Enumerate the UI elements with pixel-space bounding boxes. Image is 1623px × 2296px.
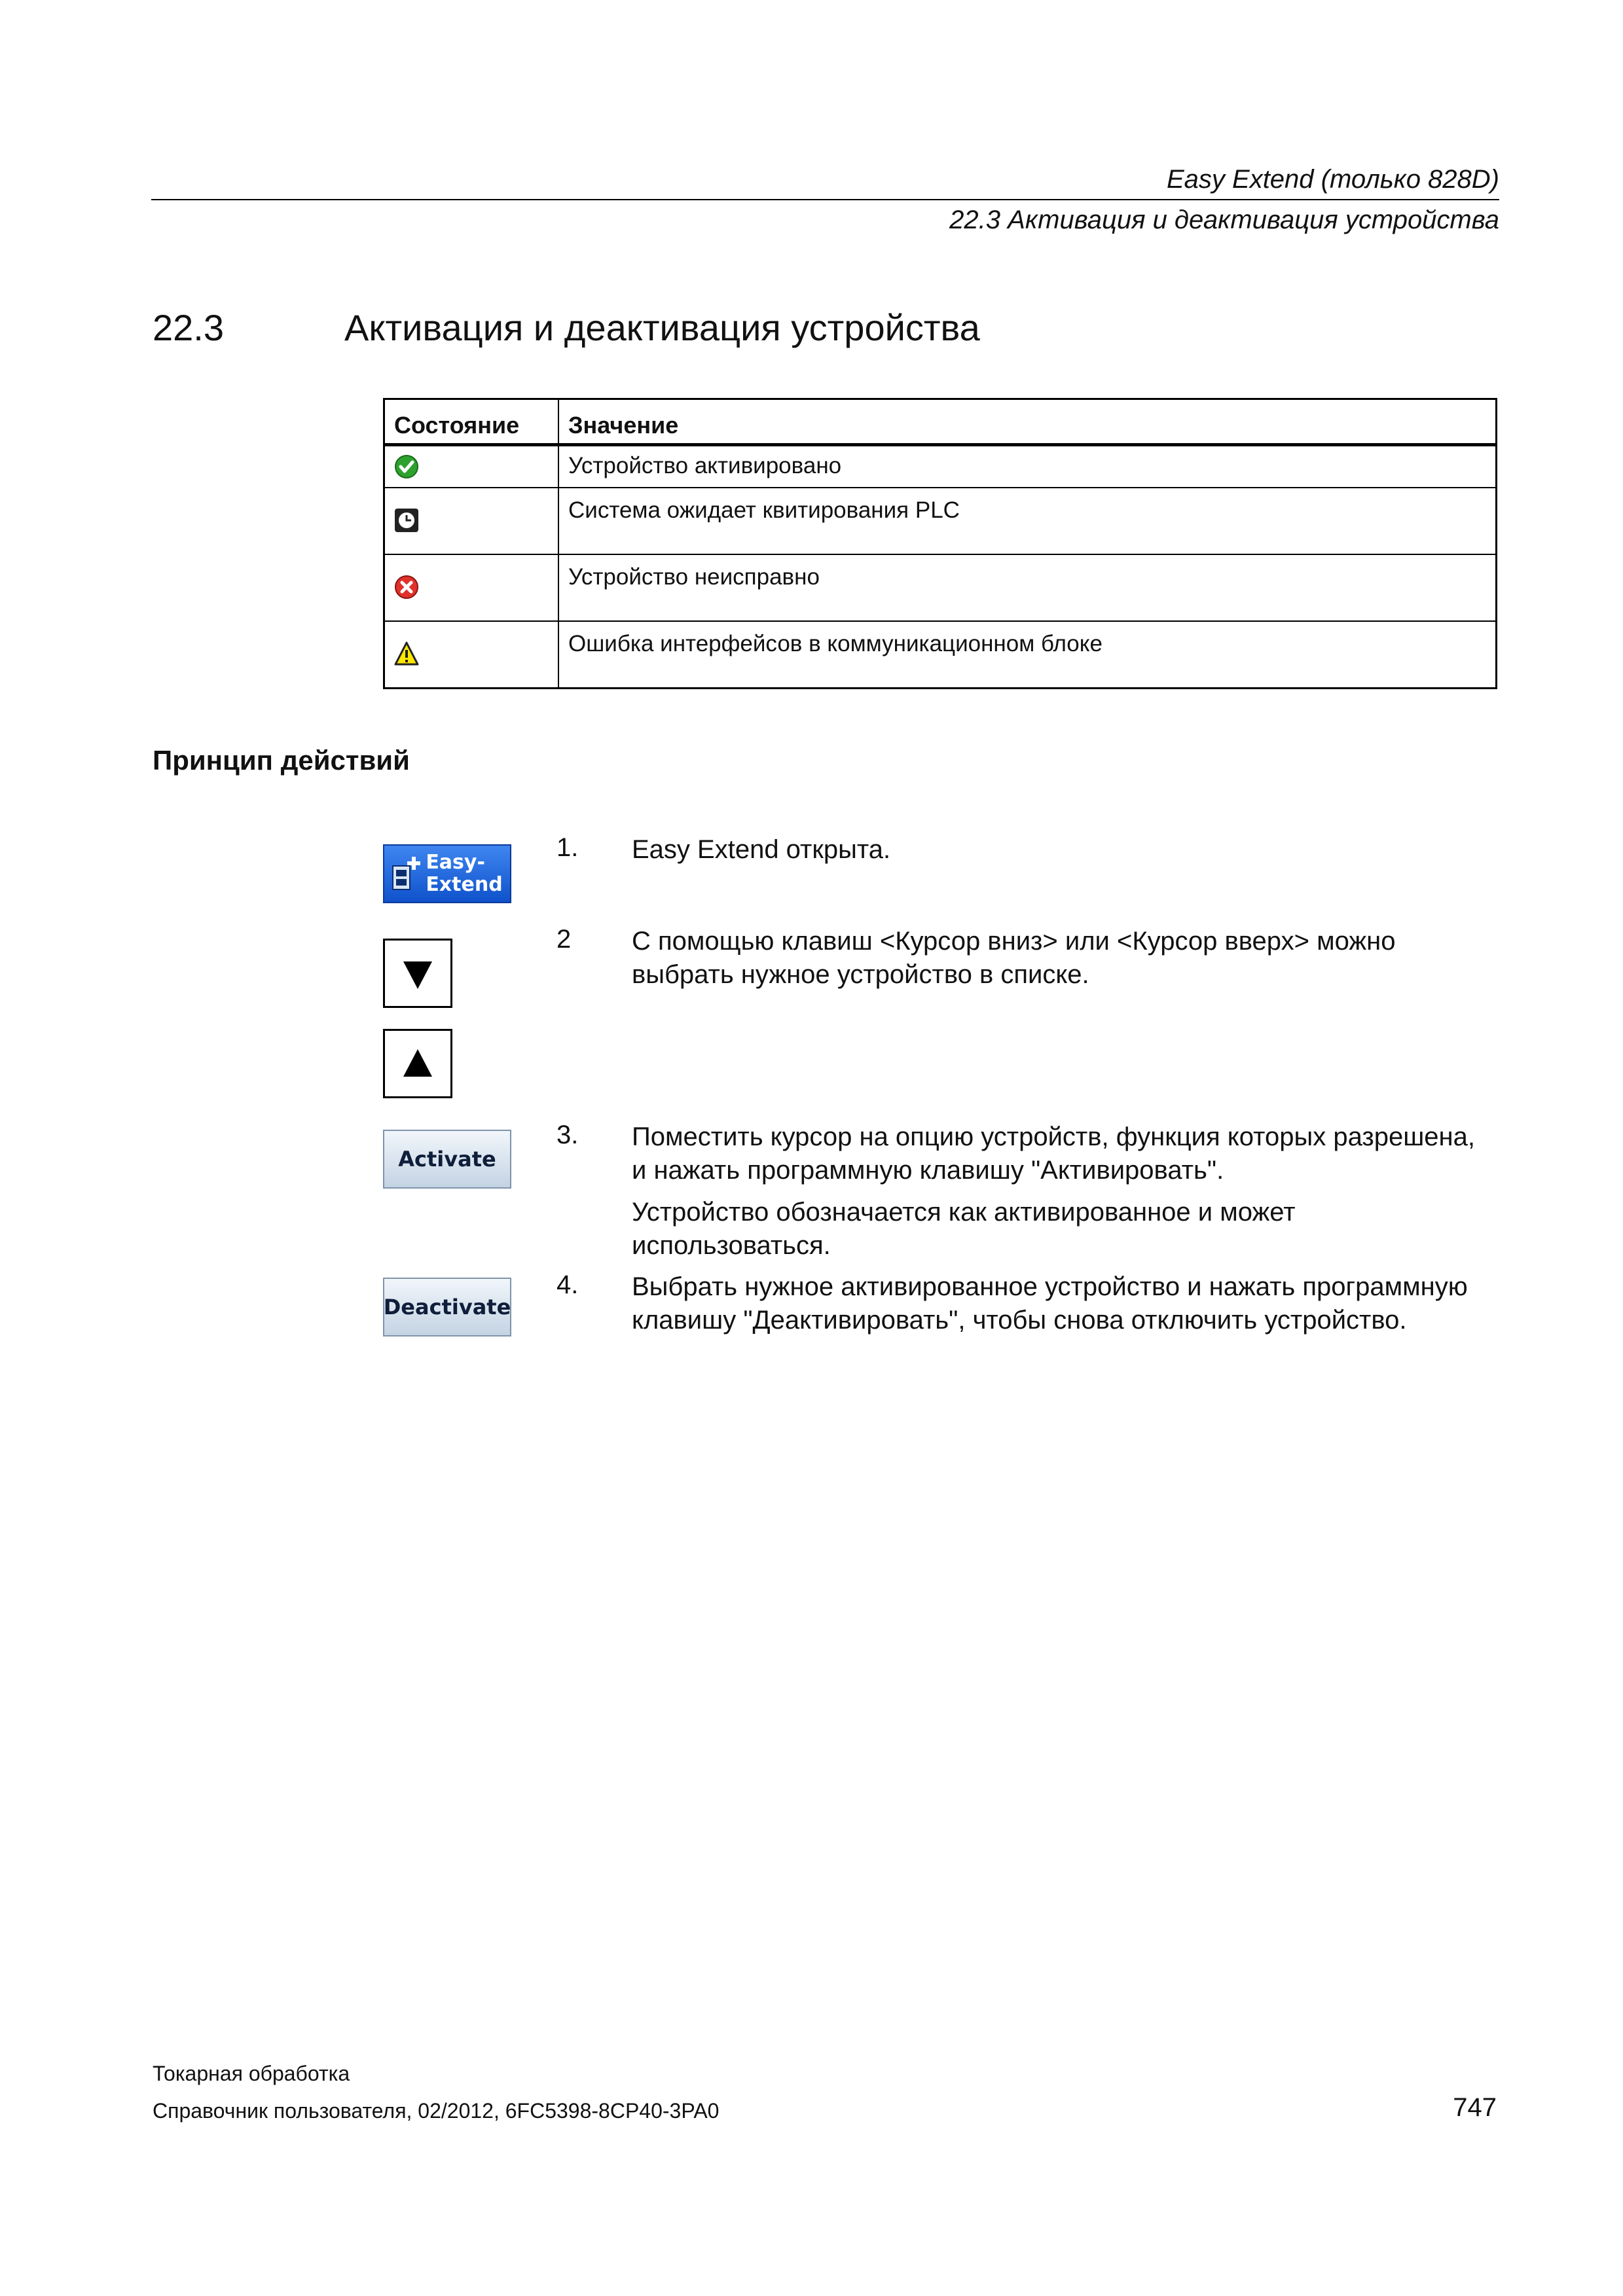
running-header-chapter: Easy Extend (только 828D) [1166, 165, 1499, 194]
state-table [383, 398, 1497, 689]
step-text: Выбрать нужное активированное устройство и нажать программную клавишу "Деактивировать", чтобы снова отключить устройство. [632, 1272, 1468, 1335]
step-text: Поместить курсор на опцию устройств, функция которых разрешена, и нажать программную клавишу "Активировать". [632, 1122, 1475, 1185]
footer-book-title: Токарная обработка [153, 2062, 350, 2085]
cursor-down-icon [385, 941, 450, 1006]
clock-icon [394, 508, 419, 533]
activate-softkey[interactable]: Activate [383, 1130, 511, 1189]
table-header-row [385, 400, 1495, 446]
cursor-up-icon [385, 1031, 450, 1096]
step-number: 4. [556, 1270, 579, 1299]
table-row [385, 555, 1495, 622]
step-number: 1. [556, 833, 579, 862]
state-meaning: Ошибка интерфейсов в коммуникационном блоке [568, 631, 1103, 656]
easy-extend-softkey-label: Easy- Extend [426, 851, 503, 896]
state-meaning: Система ожидает квитирования PLC [568, 497, 960, 523]
deactivate-softkey[interactable]: Deactivate [383, 1278, 511, 1336]
step-text: Easy Extend открыта. [632, 835, 891, 864]
error-red-x-icon [394, 575, 419, 600]
state-meaning: Устройство неисправно [568, 564, 820, 590]
step-text: С помощью клавиш <Курсор вниз> или <Курсор вверх> можно выбрать нужное устройство в списке. [632, 927, 1396, 989]
table-row [385, 488, 1495, 555]
table-row [385, 446, 1495, 488]
section-title: Активация и деактивация устройства [344, 307, 980, 348]
footer-edition: Справочник пользователя, 02/2012, 6FC5398-8CP40-3PA0 [153, 2099, 720, 2123]
header-rule [151, 199, 1499, 200]
step-result-text: Устройство обозначается как активированное и может использоваться. [632, 1198, 1296, 1260]
table-row [385, 622, 1495, 687]
cursor-up-key[interactable] [383, 1029, 452, 1098]
column-header-state: Состояние [385, 400, 559, 443]
step-number: 3. [556, 1121, 579, 1149]
column-header-meaning: Значение [568, 412, 679, 439]
section-number: 22.3 [153, 307, 224, 348]
easy-extend-softkey[interactable] [383, 844, 511, 903]
cursor-down-key[interactable] [383, 939, 452, 1008]
warning-triangle-icon [394, 641, 419, 666]
running-header-section: 22.3 Активация и деактивация устройства [949, 206, 1499, 234]
state-meaning: Устройство активировано [568, 453, 842, 478]
procedure-heading: Принцип действий [153, 745, 410, 776]
step-number: 2 [556, 925, 572, 954]
check-green-icon [394, 454, 419, 479]
easy-extend-icon [392, 855, 420, 892]
page-number: 747 [1453, 2093, 1497, 2122]
